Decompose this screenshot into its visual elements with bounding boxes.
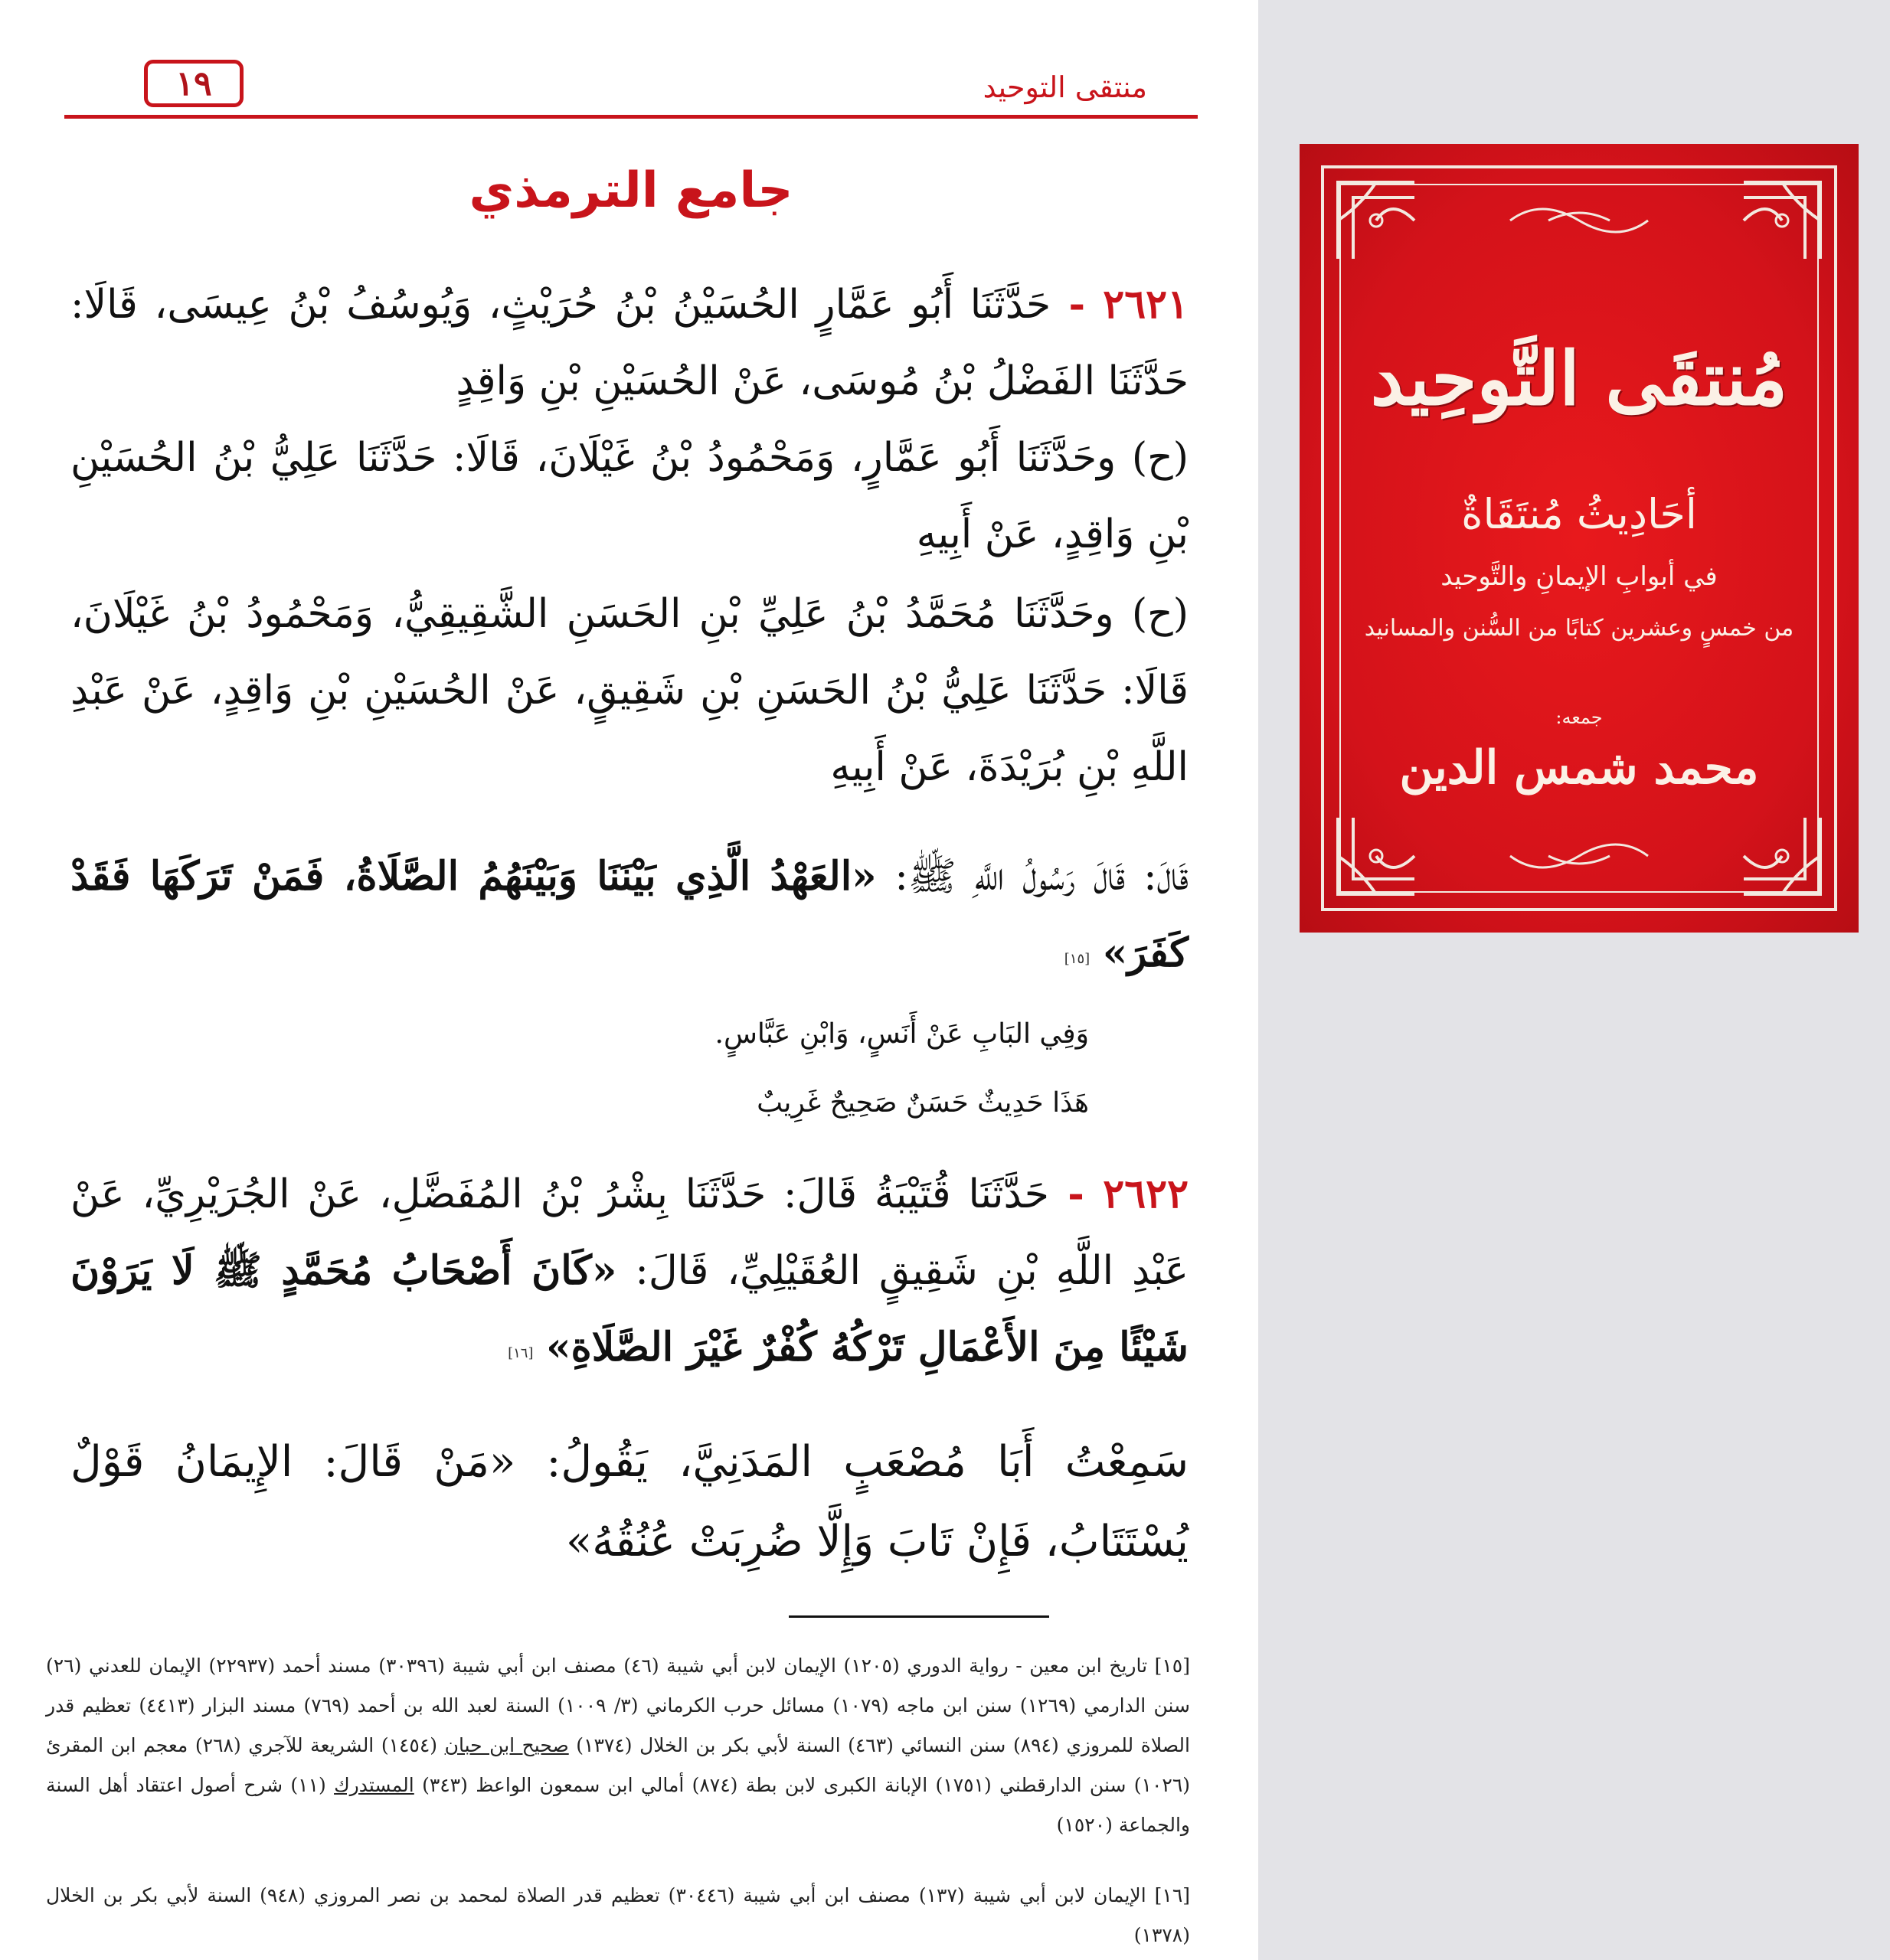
hadith-number: ٢٦٢٢ - xyxy=(1048,1171,1189,1217)
footnote-ref-15[interactable]: [١٥] xyxy=(1064,951,1091,967)
corner-ornament-icon xyxy=(1736,810,1828,902)
isnad-text: (ح) وحَدَّثَنَا مُحَمَّدُ بْنُ عَلِيِّ بْنِ الحَسَنِ الشَّقِيقِيُّ، وَمَحْمُودُ بْنُ غَيْلَانَ، قَالَا: حَدَّثَنَا عَلِيُّ بْنُ الحَسَنِ بْنِ شَقِيقٍ، عَنْ الحُسَيْنِ بْنِ وَاقِدٍ، عَنْ عَبْدِ اللَّهِ بْنِ بُرَيْدَةَ، عَنْ أَبِيهِ xyxy=(70,591,1189,790)
cover-subtitle-1: أحَادِيثُ مُنتَقَاةٌ xyxy=(1461,490,1697,538)
footnote-16: [١٦] الإيمان لابن أبي شيبة (١٣٧) مصنف ابن أبي شيبة (٣٠٤٤٦) تعظيم قدر الصلاة لمحمد بن نصر المروزي (٩٤٨) السنة لأبي بكر بن الخلال (١٣٧٨) xyxy=(46,1884,1191,1946)
hadith-2621-isnad-2 xyxy=(70,420,1189,573)
bottom-flourish-icon xyxy=(1503,833,1656,879)
footnote-text: [١٥] تاريخ ابن معين - رواية الدوري (١٢٠٥) الإيمان لابن أبي شيبة (٤٦) مصنف ابن أبي شيبة (٣٠٣٩٦) مسند أحمد (٢٢٩٣٧) الإيمان للعدني (٢٦) سنن الدارمي (١٢٦٩) سنن ابن ماجه (١٠٧٩) مسائل حرب الكرماني (٣/ ١٠٠٩) السنة لعبد الله بن أحمد (٧٦٩) مسند البزار (٤٤١٣) تعظيم قدر الصلاة للمروزي (٨٩٤) سنن النسائي (٤٦٣) السنة لأبي بكر بن الخلال (١٣٧٤) xyxy=(46,1655,1190,1756)
matn-intro: قَالَ: قَالَ رَسُولُ اللَّهِ ﷺ: xyxy=(876,854,1189,900)
cover-subtitle-2: في أبوابِ الإيمانِ والتَّوحيد xyxy=(1440,561,1718,592)
hadith-2621-isnad-3 xyxy=(70,576,1189,805)
isnad-text: (ح) وحَدَّثَنَا أَبُو عَمَّارٍ، وَمَحْمُودُ بْنُ غَيْلَانَ، قَالَا: حَدَّثَنَا عَلِيُّ بْنُ الحُسَيْنِ بْنِ وَاقِدٍ، عَنْ أَبِيهِ xyxy=(70,435,1189,557)
corner-ornament-icon xyxy=(1736,175,1828,266)
matn-text: «العَهْدُ الَّذِي بَيْنَنَا وَبَيْنَهُمُ الصَّلَاةُ، فَمَنْ تَرَكَهَا فَقَدْ كَفَرَ» xyxy=(70,853,1189,976)
hadith-2621-isnad-1 xyxy=(70,266,1189,420)
top-flourish-icon xyxy=(1503,198,1656,243)
footnote-underlined-source: المستدرك xyxy=(334,1774,414,1796)
hadith-2621-grading: هَذَا حَدِيثٌ حَسَنٌ صَحِيحٌ غَرِيبٌ xyxy=(757,1087,1089,1119)
hadith-2621-note-1: وَفِي البَابِ عَنْ أَنَسٍ، وَابْنِ عَبَّاسٍ. xyxy=(714,1018,1089,1050)
section-title: جامع الترمذي xyxy=(469,162,793,219)
footnote-15 xyxy=(46,1646,1190,1845)
footnote-ref-16[interactable]: [١٦] xyxy=(508,1345,534,1361)
cover-author: محمد شمس الدين xyxy=(1399,741,1759,795)
hadith-2621-matn xyxy=(70,838,1189,998)
isnad-text: حَدَّثَنَا قُتَيْبَةُ قَالَ: حَدَّثَنَا بِشْرُ بْنُ المُفَضَّلِ، عَنْ الجُرَيْرِيِّ، عَنْ عَبْدِ اللَّهِ بْنِ شَقِيقٍ العُقَيْلِيِّ، قَالَ: xyxy=(70,1171,1189,1294)
footnote-text: (١١) شرح أصول اعتقاد أهل السنة والجماعة (١٥٢٠) xyxy=(46,1774,1190,1836)
footnote-separator xyxy=(789,1615,1049,1618)
corner-ornament-icon xyxy=(1330,810,1422,902)
hadith-2622-text xyxy=(70,1156,1189,1392)
cover-subtitle-3: من خمسٍ وعشرين كتابًا من السُّنن والمسانيد xyxy=(1364,615,1794,642)
matn-text: «كَانَ أَصْحَابُ مُحَمَّدٍ ﷺ لَا يَرَوْنَ شَيْئًا مِنَ الأَعْمَالِ تَرْكُهُ كُفْرٌ غَيْرَ الصَّلَاةِ» xyxy=(70,1247,1189,1370)
book-cover xyxy=(1300,144,1859,933)
corner-ornament-icon xyxy=(1330,175,1422,266)
hadith-number: ٢٦٢١ - xyxy=(1051,281,1189,328)
athar-abu-musab: سَمِعْتُ أَبَا مُصْعَبٍ المَدَنِيَّ، يَقُولُ: «مَنْ قَالَ: الإِيمَانُ قَوْلٌ يُسْتَتَابُ، فَإِنْ تَابَ وَإِلَّا ضُرِبَتْ عُنُقُهُ» xyxy=(70,1437,1189,1566)
header-rule xyxy=(64,115,1198,119)
page-number: ١٩ xyxy=(175,64,212,103)
footnote-text: (١٤٥٤) الشريعة للآجري (٢٦٨) معجم ابن المقرئ (١٠٢٦) سنن الدارقطني (١٧٥١) الإبانة الكبرى لابن بطة (٨٧٤) أمالي ابن سمعون الواعظ (٣٤٣) xyxy=(46,1734,1191,1796)
page-number-box xyxy=(144,60,244,107)
running-header-title: منتقى التوحيد xyxy=(983,70,1147,104)
footnote-underlined-source: صحيح ابن حبان xyxy=(444,1734,569,1756)
cover-compiled-by: جمعه: xyxy=(1555,707,1603,728)
cover-title: مُنتقَى التَّوحِيد xyxy=(1370,335,1788,422)
isnad-text: حَدَّثَنَا أَبُو عَمَّارٍ الحُسَيْنُ بْنُ حُرَيْثٍ، وَيُوسُفُ بْنُ عِيسَى، قَالَا: حَدَّثَنَا الفَضْلُ بْنُ مُوسَى، عَنْ الحُسَيْنِ بْنِ وَاقِدٍ xyxy=(70,282,1189,404)
